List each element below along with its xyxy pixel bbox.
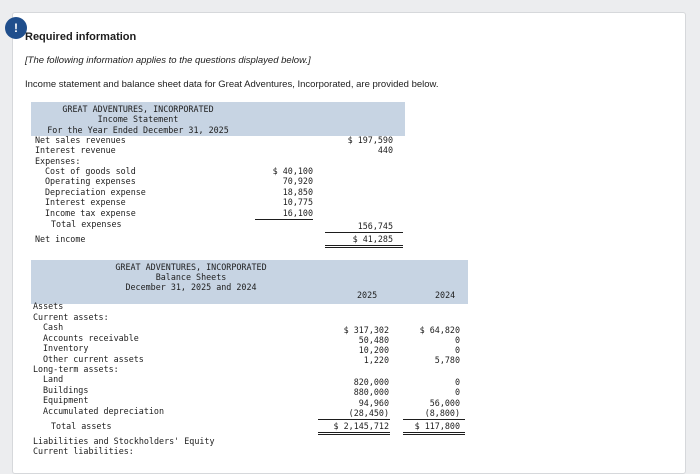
current-asset-label: Cash xyxy=(43,322,64,332)
long-term-asset-2024: 0 xyxy=(454,387,460,397)
question-card xyxy=(12,12,686,474)
expense-label: Cost of goods sold xyxy=(45,166,136,176)
alert-badge: ! xyxy=(5,17,27,39)
income-statement-title: Income Statement xyxy=(97,114,179,124)
interest-revenue-label: Interest revenue xyxy=(35,145,116,155)
net-income-double-underline xyxy=(325,245,403,246)
expense-value: 10,775 xyxy=(282,197,313,207)
liabilities-equity-label: Liabilities and Stockholders' Equity xyxy=(33,436,215,446)
expense-label: Operating expenses xyxy=(45,176,136,186)
intro-text: Income statement and balance sheet data for Great Adventures, Incorporated, are provided below. xyxy=(25,79,439,90)
expenses-underline xyxy=(255,219,313,220)
balance-date: December 31, 2025 and 2024 xyxy=(125,282,257,292)
assets-2025-underline xyxy=(318,419,390,420)
current-asset-2025: $ 317,302 xyxy=(343,325,389,335)
total-expenses-underline xyxy=(325,232,403,233)
long-term-asset-2024: 56,000 xyxy=(429,398,460,408)
long-term-asset-2025: 94,960 xyxy=(358,398,389,408)
current-asset-2024: $ 64,820 xyxy=(419,325,460,335)
long-term-asset-label: Accumulated depreciation xyxy=(43,406,165,416)
current-assets-label: Current assets: xyxy=(33,312,109,322)
current-asset-2025: 1,220 xyxy=(363,355,389,365)
long-term-asset-2025: 820,000 xyxy=(353,377,389,387)
net-sales-label: Net sales revenues xyxy=(35,135,126,145)
expenses-label: Expenses: xyxy=(35,156,81,166)
total-assets-2024: $ 117,800 xyxy=(414,421,460,431)
long-term-assets-label: Long-term assets: xyxy=(33,364,119,374)
net-income-double-underline xyxy=(325,247,403,248)
current-asset-2025: 50,480 xyxy=(358,335,389,345)
column-2025: 2025 xyxy=(357,290,378,300)
net-income-label: Net income xyxy=(35,234,86,244)
assets-label: Assets xyxy=(33,301,64,311)
net-income-value: $ 41,285 xyxy=(352,234,393,244)
expense-value: $ 40,100 xyxy=(272,166,313,176)
long-term-asset-2025: 880,000 xyxy=(353,387,389,397)
current-asset-2024: 0 xyxy=(454,345,460,355)
balance-sheet-title: Balance Sheets xyxy=(155,272,227,282)
total-assets-double-underline xyxy=(318,432,390,433)
interest-revenue-value: 440 xyxy=(377,145,393,155)
expense-label: Depreciation expense xyxy=(45,187,146,197)
income-company-name: GREAT ADVENTURES, INCORPORATED xyxy=(62,104,214,114)
expense-value: 16,100 xyxy=(282,208,313,218)
current-asset-2024: 0 xyxy=(454,335,460,345)
expense-value: 18,850 xyxy=(282,187,313,197)
total-expenses-label: Total expenses xyxy=(51,219,122,229)
info-note: [The following information applies to the questions displayed below.] xyxy=(25,55,311,66)
total-assets-label: Total assets xyxy=(51,421,112,431)
assets-2024-underline xyxy=(403,419,465,420)
long-term-asset-label: Buildings xyxy=(43,385,89,395)
long-term-asset-2025: (28,450) xyxy=(348,408,389,418)
total-expenses-value: 156,745 xyxy=(357,221,393,231)
long-term-asset-label: Land xyxy=(43,374,64,384)
long-term-asset-2024: 0 xyxy=(454,377,460,387)
income-statement-header xyxy=(31,102,405,136)
expense-label: Interest expense xyxy=(45,197,126,207)
current-liabilities-label: Current liabilities: xyxy=(33,446,134,456)
balance-company-name: GREAT ADVENTURES, INCORPORATED xyxy=(115,262,267,272)
long-term-asset-2024: (8,800) xyxy=(424,408,460,418)
expense-label: Income tax expense xyxy=(45,208,136,218)
total-assets-double-underline xyxy=(318,434,390,435)
long-term-asset-label: Equipment xyxy=(43,395,89,405)
current-asset-label: Accounts receivable xyxy=(43,333,139,343)
column-2024: 2024 xyxy=(435,290,456,300)
current-asset-2024: 5,780 xyxy=(434,355,460,365)
current-asset-2025: 10,200 xyxy=(358,345,389,355)
income-period: For the Year Ended December 31, 2025 xyxy=(47,125,229,135)
required-information-title: Required information xyxy=(25,31,137,43)
total-assets-2025: $ 2,145,712 xyxy=(333,421,389,431)
current-asset-label: Other current assets xyxy=(43,354,144,364)
balance-sheet-header xyxy=(31,260,468,304)
net-sales-value: $ 197,590 xyxy=(347,135,393,145)
current-asset-label: Inventory xyxy=(43,343,89,353)
total-assets-double-underline xyxy=(403,432,465,433)
expense-value: 70,920 xyxy=(282,176,313,186)
total-assets-double-underline xyxy=(403,434,465,435)
